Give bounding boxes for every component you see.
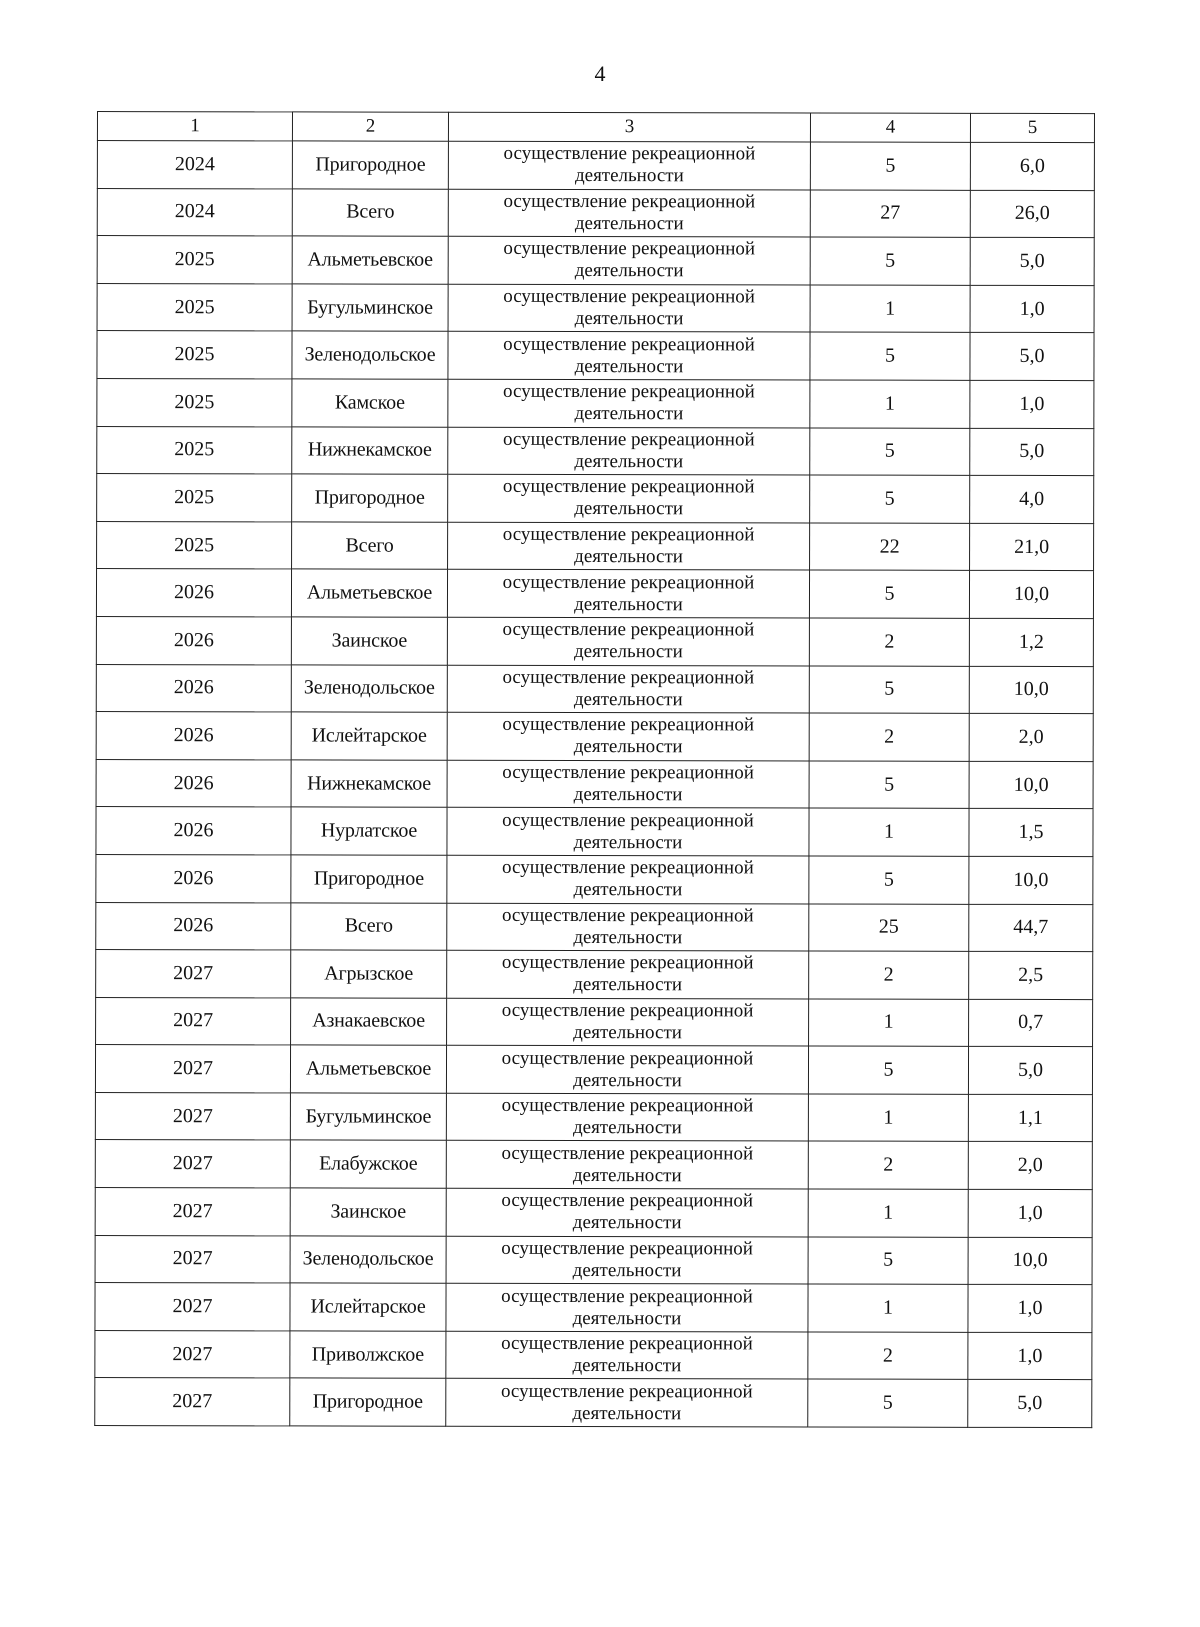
value-cell: 10,0 bbox=[969, 761, 1093, 809]
count-cell: 5 bbox=[808, 1046, 968, 1094]
municipality-cell: Альметьевское bbox=[291, 569, 447, 617]
column-header: 4 bbox=[810, 113, 970, 142]
count-cell: 1 bbox=[808, 1284, 968, 1332]
year-cell: 2025 bbox=[97, 283, 292, 331]
value-cell: 2,5 bbox=[969, 951, 1093, 999]
count-cell: 5 bbox=[809, 570, 969, 618]
municipality-cell: Заинское bbox=[291, 617, 447, 665]
municipality-cell: Нижнекамское bbox=[291, 760, 447, 808]
municipality-cell: Агрызское bbox=[291, 950, 447, 998]
value-cell: 1,5 bbox=[969, 809, 1093, 857]
count-cell: 1 bbox=[808, 1094, 968, 1142]
count-cell: 2 bbox=[808, 1332, 968, 1380]
year-cell: 2025 bbox=[97, 331, 292, 379]
value-cell: 5,0 bbox=[970, 238, 1094, 286]
column-header: 1 bbox=[97, 112, 292, 141]
count-cell: 5 bbox=[810, 475, 970, 523]
count-cell: 1 bbox=[809, 999, 969, 1047]
municipality-cell: Нижнекамское bbox=[292, 426, 448, 474]
value-cell: 5,0 bbox=[968, 1047, 1092, 1095]
municipality-cell: Бугульминское bbox=[292, 284, 448, 332]
column-header: 2 bbox=[292, 112, 448, 141]
year-cell: 2025 bbox=[97, 236, 292, 284]
value-cell: 0,7 bbox=[969, 999, 1093, 1047]
table-row bbox=[96, 664, 1093, 714]
count-cell: 1 bbox=[809, 808, 969, 856]
year-cell: 2025 bbox=[97, 474, 292, 522]
municipality-cell: Ислейтарское bbox=[290, 1283, 446, 1331]
municipality-cell: Заинское bbox=[290, 1188, 446, 1236]
year-cell: 2026 bbox=[96, 854, 291, 902]
year-cell: 2025 bbox=[97, 378, 292, 426]
activity-cell: осуществление рекреационной деятельности bbox=[447, 665, 809, 713]
count-cell: 27 bbox=[810, 190, 970, 238]
table-row bbox=[95, 1045, 1092, 1095]
table-row bbox=[97, 426, 1094, 476]
municipality-cell: Елабужское bbox=[290, 1140, 446, 1188]
year-cell: 2026 bbox=[96, 712, 291, 760]
municipality-cell: Всего bbox=[291, 902, 447, 950]
year-cell: 2026 bbox=[96, 902, 291, 950]
activity-cell: осуществление рекреационной деятельности bbox=[446, 1283, 808, 1331]
activity-cell: осуществление рекреационной деятельности bbox=[447, 855, 809, 903]
activity-cell: осуществление рекреационной деятельности bbox=[447, 570, 809, 618]
activity-cell: осуществление рекреационной деятельности bbox=[447, 903, 809, 951]
table-row bbox=[95, 1330, 1092, 1380]
year-cell: 2026 bbox=[96, 664, 291, 712]
municipality-cell: Пригородное bbox=[290, 1378, 446, 1426]
table-row bbox=[95, 1140, 1092, 1190]
value-cell: 1,0 bbox=[970, 380, 1094, 428]
count-cell: 25 bbox=[809, 903, 969, 951]
activity-cell: осуществление рекреационной деятельности bbox=[448, 141, 810, 189]
municipality-cell: Всего bbox=[292, 522, 448, 570]
activity-cell: осуществление рекреационной деятельности bbox=[446, 1188, 808, 1236]
activity-cell: осуществление рекреационной деятельности bbox=[446, 1046, 808, 1094]
value-cell: 5,0 bbox=[968, 1380, 1092, 1428]
municipality-cell: Зеленодольское bbox=[292, 331, 448, 379]
municipality-cell: Бугульминское bbox=[290, 1093, 446, 1141]
activity-cell: осуществление рекреационной деятельности bbox=[448, 284, 810, 332]
activity-cell: осуществление рекреационной деятельности bbox=[446, 1379, 808, 1427]
municipality-cell: Зеленодольское bbox=[290, 1236, 446, 1284]
count-cell: 2 bbox=[809, 713, 969, 761]
activity-cell: осуществление рекреационной деятельности bbox=[448, 522, 810, 570]
municipality-cell: Пригородное bbox=[291, 855, 447, 903]
year-cell: 2027 bbox=[95, 1045, 290, 1093]
activity-cell: осуществление рекреационной деятельности bbox=[447, 760, 809, 808]
municipality-cell: Нурлатское bbox=[291, 807, 447, 855]
activity-cell: осуществление рекреационной деятельности bbox=[448, 236, 810, 284]
municipality-cell: Альметьевское bbox=[290, 1045, 446, 1093]
table-row bbox=[96, 569, 1093, 619]
value-cell: 26,0 bbox=[970, 190, 1094, 238]
column-header: 3 bbox=[448, 112, 810, 142]
activity-cell: осуществление рекреационной деятельности bbox=[448, 189, 810, 237]
count-cell: 5 bbox=[810, 428, 970, 476]
value-cell: 1,0 bbox=[970, 285, 1094, 333]
value-cell: 44,7 bbox=[969, 904, 1093, 952]
table-row bbox=[97, 141, 1094, 191]
value-cell: 1,1 bbox=[968, 1094, 1092, 1142]
activity-cell: осуществление рекреационной деятельности bbox=[448, 332, 810, 380]
year-cell: 2027 bbox=[95, 1140, 290, 1188]
activity-cell: осуществление рекреационной деятельности bbox=[446, 1141, 808, 1189]
data-table bbox=[94, 111, 1095, 1428]
year-cell: 2026 bbox=[96, 569, 291, 617]
table-row bbox=[97, 474, 1094, 524]
municipality-cell: Зеленодольское bbox=[291, 664, 447, 712]
activity-cell: осуществление рекреационной деятельности bbox=[446, 1331, 808, 1379]
page-number: 4 bbox=[594, 61, 606, 86]
year-cell: 2027 bbox=[95, 1235, 290, 1283]
year-cell: 2026 bbox=[96, 807, 291, 855]
header-row bbox=[97, 112, 1094, 143]
table-row bbox=[97, 331, 1094, 381]
table-row bbox=[96, 854, 1093, 904]
table-row bbox=[96, 712, 1093, 762]
activity-cell: осуществление рекреационной деятельности bbox=[447, 998, 809, 1046]
municipality-cell: Камское bbox=[292, 379, 448, 427]
table-row bbox=[96, 807, 1093, 857]
value-cell: 2,0 bbox=[968, 1142, 1092, 1190]
activity-cell: осуществление рекреационной деятельности bbox=[447, 808, 809, 856]
year-cell: 2025 bbox=[97, 521, 292, 569]
value-cell: 4,0 bbox=[970, 475, 1094, 523]
value-cell: 2,0 bbox=[969, 713, 1093, 761]
value-cell: 10,0 bbox=[969, 856, 1093, 904]
year-cell: 2026 bbox=[96, 759, 291, 807]
year-cell: 2025 bbox=[97, 426, 292, 474]
year-cell: 2027 bbox=[95, 1283, 290, 1331]
activity-cell: осуществление рекреационной деятельности bbox=[446, 1236, 808, 1284]
value-cell: 1,0 bbox=[968, 1189, 1092, 1237]
value-cell: 10,0 bbox=[969, 571, 1093, 619]
municipality-cell: Приволжское bbox=[290, 1331, 446, 1379]
year-cell: 2027 bbox=[95, 1188, 290, 1236]
table-row bbox=[96, 950, 1093, 1000]
count-cell: 5 bbox=[808, 1237, 968, 1285]
value-cell: 10,0 bbox=[968, 1237, 1092, 1285]
count-cell: 2 bbox=[809, 951, 969, 999]
year-cell: 2027 bbox=[96, 997, 291, 1045]
count-cell: 22 bbox=[810, 523, 970, 571]
count-cell: 5 bbox=[809, 856, 969, 904]
count-cell: 5 bbox=[810, 142, 970, 190]
table-row bbox=[97, 283, 1094, 333]
year-cell: 2027 bbox=[95, 1330, 290, 1378]
count-cell: 5 bbox=[810, 332, 970, 380]
table-row bbox=[95, 1235, 1092, 1285]
value-cell: 5,0 bbox=[970, 333, 1094, 381]
count-cell: 1 bbox=[808, 1189, 968, 1237]
year-cell: 2024 bbox=[97, 188, 292, 236]
table-body bbox=[95, 141, 1095, 1428]
municipality-cell: Пригородное bbox=[292, 474, 448, 522]
value-cell: 21,0 bbox=[970, 523, 1094, 571]
table-row bbox=[95, 1188, 1092, 1238]
table-row bbox=[95, 1378, 1092, 1428]
count-cell: 5 bbox=[809, 761, 969, 809]
activity-cell: осуществление рекреационной деятельности bbox=[448, 427, 810, 475]
activity-cell: осуществление рекреационной деятельности bbox=[446, 1093, 808, 1141]
count-cell: 5 bbox=[809, 666, 969, 714]
count-cell: 1 bbox=[810, 380, 970, 428]
year-cell: 2027 bbox=[95, 1092, 290, 1140]
year-cell: 2024 bbox=[97, 141, 292, 189]
year-cell: 2026 bbox=[96, 616, 291, 664]
count-cell: 2 bbox=[809, 618, 969, 666]
table-row bbox=[96, 616, 1093, 666]
count-cell: 5 bbox=[810, 237, 970, 285]
value-cell: 10,0 bbox=[969, 666, 1093, 714]
column-header: 5 bbox=[970, 113, 1094, 142]
value-cell: 5,0 bbox=[970, 428, 1094, 476]
year-cell: 2027 bbox=[95, 1378, 290, 1426]
activity-cell: осуществление рекреационной деятельности bbox=[448, 474, 810, 522]
table-row bbox=[96, 902, 1093, 952]
table-row bbox=[96, 759, 1093, 809]
table-row bbox=[96, 997, 1093, 1047]
table-row bbox=[97, 188, 1094, 238]
municipality-cell: Альметьевское bbox=[292, 236, 448, 284]
municipality-cell: Пригородное bbox=[292, 141, 448, 189]
table-header bbox=[97, 112, 1094, 143]
table-row bbox=[95, 1092, 1092, 1142]
municipality-cell: Ислейтарское bbox=[291, 712, 447, 760]
activity-cell: осуществление рекреационной деятельности bbox=[447, 950, 809, 998]
count-cell: 2 bbox=[808, 1141, 968, 1189]
table-row bbox=[97, 236, 1094, 286]
count-cell: 1 bbox=[810, 285, 970, 333]
value-cell: 1,2 bbox=[969, 618, 1093, 666]
value-cell: 1,0 bbox=[968, 1332, 1092, 1380]
count-cell: 5 bbox=[808, 1379, 968, 1427]
table-row bbox=[95, 1283, 1092, 1333]
table-row bbox=[97, 378, 1094, 428]
table-row bbox=[97, 521, 1094, 571]
year-cell: 2027 bbox=[96, 950, 291, 998]
municipality-cell: Азнакаевское bbox=[291, 998, 447, 1046]
activity-cell: осуществление рекреационной деятельности bbox=[447, 617, 809, 665]
municipality-cell: Всего bbox=[292, 189, 448, 237]
value-cell: 1,0 bbox=[968, 1285, 1092, 1333]
value-cell: 6,0 bbox=[970, 142, 1094, 190]
activity-cell: осуществление рекреационной деятельности bbox=[448, 379, 810, 427]
activity-cell: осуществление рекреационной деятельности bbox=[447, 712, 809, 760]
